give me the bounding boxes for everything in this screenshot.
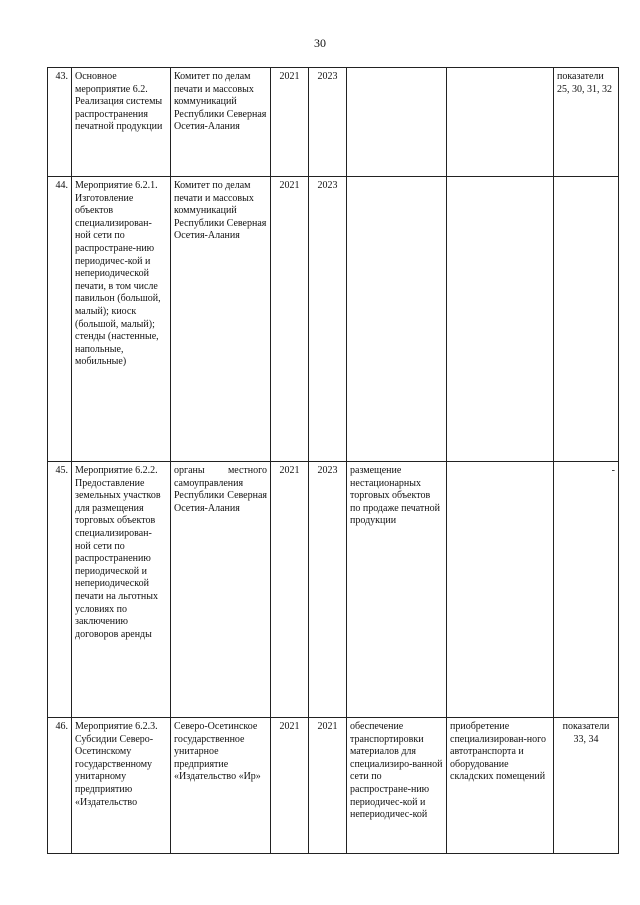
end-year-cell: 2021 [309, 718, 347, 854]
activity-cell: Основное мероприятие 6.2. Реализация системы распространения печатной продукции [72, 68, 171, 177]
result-cell [347, 68, 447, 177]
consequence-cell [447, 68, 554, 177]
page-number: 30 [314, 36, 326, 50]
row-number: 44. [48, 177, 72, 462]
executor-cell: Комитет по делам печати и массовых коммуникаций Республики Северная Осетия-Алания [171, 68, 271, 177]
activity-cell: Мероприятие 6.2.1. Изготовление объектов специализирован-ной сети по распростране-нию периодичес-кой и непериодической печати, в том числе павильон (большой, малый); киоск (большой, малый); стенды (настенные, напольные, мобильные) [72, 177, 171, 462]
end-year-cell: 2023 [309, 68, 347, 177]
table-row [48, 177, 619, 462]
result-cell: обеспечение транспортировки материалов для специализиро-ванной сети по распростране-нию периодичес-кой и непериодичес-кой [347, 718, 447, 854]
indicators-cell: - [554, 462, 619, 718]
start-year-cell: 2021 [271, 718, 309, 854]
table-row [48, 462, 619, 718]
activity-cell: Мероприятие 6.2.3. Субсидии Северо-Осетинскому государственному унитарному предприятию «Издательство [72, 718, 171, 854]
executor-cell: Северо-Осетинское государственное унитарное предприятие «Издательство «Ир» [171, 718, 271, 854]
result-cell [347, 177, 447, 462]
activity-cell: Мероприятие 6.2.2. Предоставление земельных участков для размещения торговых объектов специализирован-ной сети по распространению периодической и непериодической печати на льготных условиях по заключению договоров аренды [72, 462, 171, 718]
consequence-cell [447, 462, 554, 718]
executor-cell: органы местного самоуправления Республики Северная Осетия-Алания [171, 462, 271, 718]
start-year-cell: 2021 [271, 68, 309, 177]
table-row [48, 718, 619, 854]
executor-cell: Комитет по делам печати и массовых коммуникаций Республики Северная Осетия-Алания [171, 177, 271, 462]
consequence-cell: приобретение специализирован-ного автотранспорта и оборудование складских помещений [447, 718, 554, 854]
table-row [48, 68, 619, 177]
row-number: 46. [48, 718, 72, 854]
end-year-cell: 2023 [309, 177, 347, 462]
start-year-cell: 2021 [271, 177, 309, 462]
result-cell: размещение нестационарных торговых объектов по продаже печатной продукции [347, 462, 447, 718]
row-number: 43. [48, 68, 72, 177]
program-activities-table [47, 67, 619, 854]
indicators-cell [554, 177, 619, 462]
start-year-cell: 2021 [271, 462, 309, 718]
indicators-cell: показатели 25, 30, 31, 32 [554, 68, 619, 177]
indicators-cell: показатели 33, 34 [554, 718, 619, 854]
end-year-cell: 2023 [309, 462, 347, 718]
consequence-cell [447, 177, 554, 462]
row-number: 45. [48, 462, 72, 718]
